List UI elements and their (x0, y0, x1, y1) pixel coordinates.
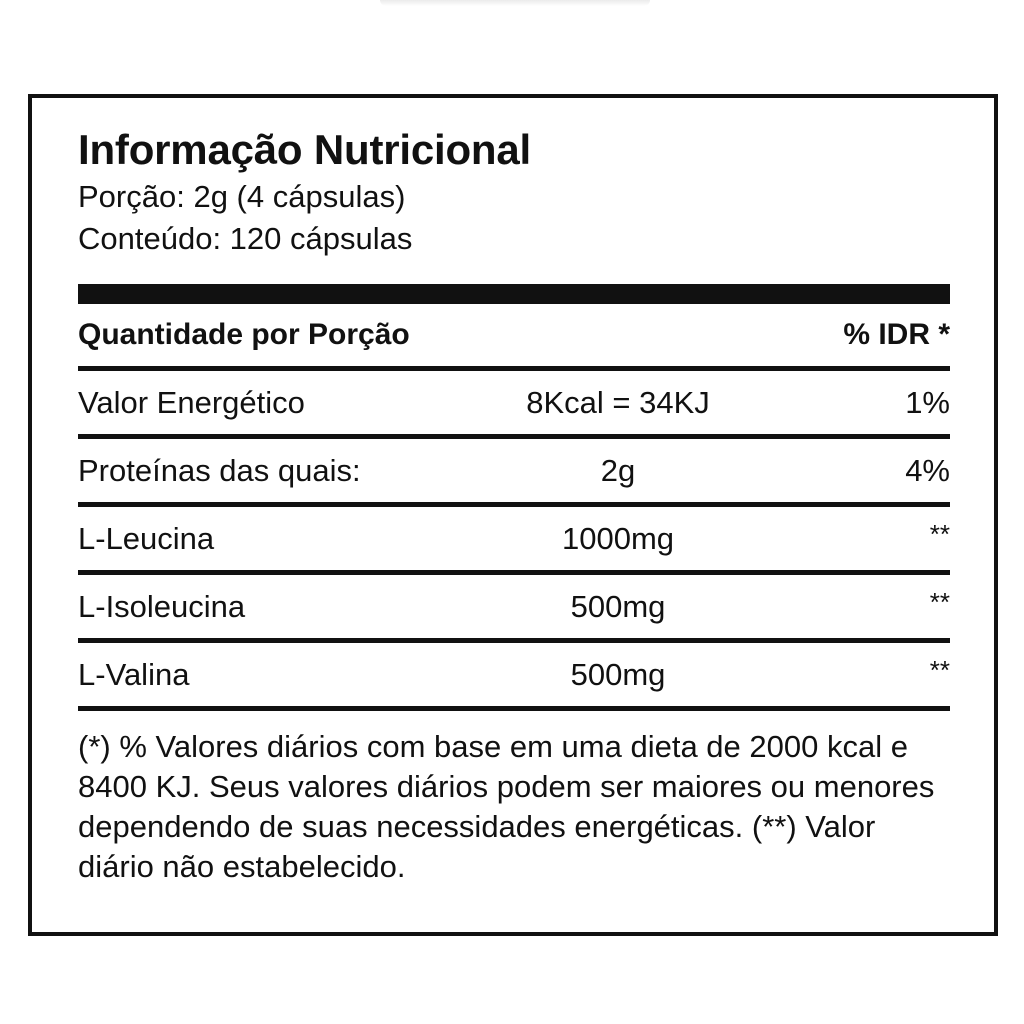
nutrient-amount: 500mg (570, 656, 666, 692)
nutrient-amount: 8Kcal = 34KJ (526, 384, 710, 420)
table-row (78, 507, 950, 575)
nutrition-facts-panel (28, 94, 998, 936)
nutrient-idr: ** (929, 587, 950, 617)
table-row (78, 371, 950, 439)
nutrient-idr: ** (929, 519, 950, 549)
top-shadow (380, 0, 650, 6)
nutrient-name: L-Isoleucina (78, 588, 246, 624)
nutrient-amount: 1000mg (561, 520, 675, 556)
thick-divider (78, 284, 950, 304)
nutrient-idr: 1% (905, 384, 950, 420)
table-row (78, 643, 950, 711)
nutrient-name: Proteínas das quais: (78, 452, 361, 488)
header-idr-label: % IDR * (843, 318, 950, 351)
nutrient-idr: 4% (905, 452, 950, 488)
nutrient-name: L-Valina (78, 656, 190, 692)
nutrition-facts-content (78, 124, 950, 918)
nutrient-name: Valor Energético (78, 384, 305, 420)
package-content: Conteúdo: 120 cápsulas (78, 221, 413, 256)
header-quantity-label: Quantidade por Porção (78, 318, 410, 351)
serving-size: Porção: 2g (4 cápsulas) (78, 179, 406, 214)
table-header (78, 304, 950, 371)
table-row (78, 439, 950, 507)
footnote: (*) % Valores diários com base em uma dieta de 2000 kcal e 8400 KJ. Seus valores diários podem ser maiores ou menores dependendo de suas necessidades energéticas. (**) Valor diário não estabelecido. (78, 729, 935, 884)
label-title: Informação Nutricional (78, 126, 532, 173)
nutrient-amount: 500mg (570, 588, 666, 624)
nutrient-name: L-Leucina (78, 520, 215, 556)
nutrient-idr: ** (929, 655, 950, 685)
table-row (78, 575, 950, 643)
nutrient-amount: 2g (600, 452, 636, 488)
